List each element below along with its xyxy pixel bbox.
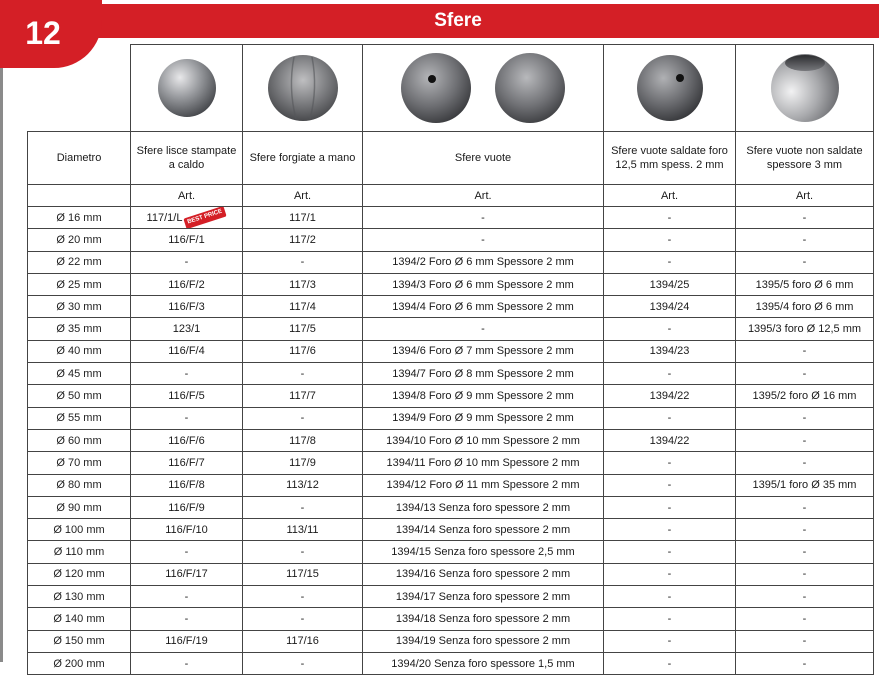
- art-label: Art.: [131, 185, 243, 207]
- table-row: [28, 207, 874, 229]
- welded-article-cell: -: [604, 630, 736, 652]
- unwelded-article-cell: 1395/4 foro Ø 6 mm: [736, 296, 874, 318]
- hollow-sphere-with-hole-icon: [398, 50, 474, 126]
- art-label: Art.: [363, 185, 604, 207]
- forged-article-cell: -: [243, 251, 363, 273]
- image-cell-empty: [28, 45, 131, 132]
- table-row: [28, 318, 874, 340]
- unwelded-article-cell: -: [736, 630, 874, 652]
- unwelded-article-cell: 1395/3 foro Ø 12,5 mm: [736, 318, 874, 340]
- hollow-article-cell: 1394/2 Foro Ø 6 mm Spessore 2 mm: [363, 251, 604, 273]
- hollow-article-cell: 1394/3 Foro Ø 6 mm Spessore 2 mm: [363, 273, 604, 295]
- art-label: Art.: [243, 185, 363, 207]
- forged-article-cell: -: [243, 363, 363, 385]
- table-row: [28, 519, 874, 541]
- header-hollow-spheres: Sfere vuote: [363, 132, 604, 185]
- forged-article-cell: -: [243, 608, 363, 630]
- unwelded-article-cell: -: [736, 229, 874, 251]
- table-row: [28, 363, 874, 385]
- welded-article-cell: -: [604, 652, 736, 674]
- unwelded-article-cell: -: [736, 586, 874, 608]
- forged-article-cell: 117/3: [243, 273, 363, 295]
- forged-article-cell: 117/5: [243, 318, 363, 340]
- forged-article-cell: 117/16: [243, 630, 363, 652]
- unwelded-article-cell: 1395/5 foro Ø 6 mm: [736, 273, 874, 295]
- smooth-article-cell: 116/F/9: [131, 496, 243, 518]
- hollow-article-cell: 1394/20 Senza foro spessore 1,5 mm: [363, 652, 604, 674]
- forged-article-cell: 113/11: [243, 519, 363, 541]
- table-row: [28, 251, 874, 273]
- table-row: [28, 229, 874, 251]
- header-welded-hollow-spheres: Sfere vuote saldate foro 12,5 mm spess. 2 mm: [604, 132, 736, 185]
- diameter-cell: Ø 130 mm: [28, 586, 131, 608]
- forged-article-cell: 117/15: [243, 563, 363, 585]
- hollow-article-cell: -: [363, 318, 604, 340]
- forged-article-cell: 117/1: [243, 207, 363, 229]
- spheres-table: [27, 44, 874, 675]
- forged-article-cell: -: [243, 496, 363, 518]
- hollow-article-cell: -: [363, 229, 604, 251]
- welded-article-cell: -: [604, 563, 736, 585]
- hollow-article-cell: 1394/7 Foro Ø 8 mm Spessore 2 mm: [363, 363, 604, 385]
- table-row: [28, 429, 874, 451]
- art-row: [28, 185, 874, 207]
- hollow-article-cell: 1394/9 Foro Ø 9 mm Spessore 2 mm: [363, 407, 604, 429]
- unwelded-article-cell: 1395/2 foro Ø 16 mm: [736, 385, 874, 407]
- hollow-article-cell: 1394/13 Senza foro spessore 2 mm: [363, 496, 604, 518]
- diameter-cell: Ø 120 mm: [28, 563, 131, 585]
- hollow-article-cell: 1394/14 Senza foro spessore 2 mm: [363, 519, 604, 541]
- smooth-article-cell: 116/F/19: [131, 630, 243, 652]
- welded-article-cell: -: [604, 407, 736, 429]
- diameter-cell: Ø 45 mm: [28, 363, 131, 385]
- table-row: [28, 652, 874, 674]
- unwelded-article-cell: -: [736, 563, 874, 585]
- hollow-article-cell: 1394/4 Foro Ø 6 mm Spessore 2 mm: [363, 296, 604, 318]
- table-row: [28, 385, 874, 407]
- welded-article-cell: -: [604, 496, 736, 518]
- diameter-cell: Ø 40 mm: [28, 340, 131, 362]
- unwelded-article-cell: -: [736, 452, 874, 474]
- hollow-sphere-icon: [492, 50, 568, 126]
- welded-article-cell: 1394/22: [604, 385, 736, 407]
- smooth-article-cell: 116/F/10: [131, 519, 243, 541]
- unwelded-article-cell: -: [736, 652, 874, 674]
- welded-hollow-sphere-icon: [634, 52, 706, 124]
- forged-article-cell: 113/12: [243, 474, 363, 496]
- welded-article-cell: -: [604, 586, 736, 608]
- diameter-cell: Ø 200 mm: [28, 652, 131, 674]
- welded-article-cell: -: [604, 519, 736, 541]
- unwelded-article-cell: -: [736, 541, 874, 563]
- welded-article-cell: -: [604, 251, 736, 273]
- forged-article-cell: -: [243, 407, 363, 429]
- table-row: [28, 496, 874, 518]
- smooth-article-cell: 116/F/7: [131, 452, 243, 474]
- welded-article-cell: 1394/25: [604, 273, 736, 295]
- smooth-article-cell: -: [131, 652, 243, 674]
- table-row: [28, 407, 874, 429]
- smooth-article-cell: -: [131, 363, 243, 385]
- table-row: [28, 296, 874, 318]
- hollow-article-cell: 1394/19 Senza foro spessore 2 mm: [363, 630, 604, 652]
- table-row: [28, 608, 874, 630]
- smooth-article-cell: 116/F/17: [131, 563, 243, 585]
- forged-article-cell: 117/2: [243, 229, 363, 251]
- unwelded-hollow-sphere-icon: [768, 51, 842, 125]
- smooth-article-cell: 123/1: [131, 318, 243, 340]
- left-margin-rule: [0, 0, 3, 662]
- welded-article-cell: -: [604, 363, 736, 385]
- diameter-cell: Ø 25 mm: [28, 273, 131, 295]
- smooth-article-cell: 116/F/5: [131, 385, 243, 407]
- diameter-cell: Ø 110 mm: [28, 541, 131, 563]
- hollow-article-cell: 1394/12 Foro Ø 11 mm Spessore 2 mm: [363, 474, 604, 496]
- smooth-article-code: 117/1/L: [146, 211, 183, 224]
- diameter-cell: Ø 60 mm: [28, 429, 131, 451]
- unwelded-article-cell: -: [736, 363, 874, 385]
- diameter-cell: Ø 100 mm: [28, 519, 131, 541]
- smooth-article-cell: -: [131, 407, 243, 429]
- image-row: [28, 45, 874, 132]
- welded-article-cell: -: [604, 318, 736, 340]
- unwelded-article-cell: -: [736, 407, 874, 429]
- table-row: [28, 273, 874, 295]
- hollow-article-cell: 1394/15 Senza foro spessore 2,5 mm: [363, 541, 604, 563]
- welded-article-cell: 1394/22: [604, 429, 736, 451]
- header-unwelded-hollow-spheres: Sfere vuote non saldate spessore 3 mm: [736, 132, 874, 185]
- forged-article-cell: 117/6: [243, 340, 363, 362]
- diameter-cell: Ø 55 mm: [28, 407, 131, 429]
- hollow-article-cell: 1394/6 Foro Ø 7 mm Spessore 2 mm: [363, 340, 604, 362]
- unwelded-article-cell: -: [736, 496, 874, 518]
- diameter-cell: Ø 16 mm: [28, 207, 131, 229]
- welded-article-cell: 1394/23: [604, 340, 736, 362]
- smooth-article-cell: 116/F/1: [131, 229, 243, 251]
- art-label: Art.: [604, 185, 736, 207]
- image-cell-smooth: [131, 45, 243, 132]
- header-row: [28, 132, 874, 185]
- table-row: [28, 452, 874, 474]
- table-row: [28, 563, 874, 585]
- image-cell-hollow: [363, 45, 604, 132]
- hollow-article-cell: 1394/10 Foro Ø 10 mm Spessore 2 mm: [363, 429, 604, 451]
- diameter-cell: Ø 22 mm: [28, 251, 131, 273]
- hollow-article-cell: 1394/18 Senza foro spessore 2 mm: [363, 608, 604, 630]
- hollow-article-cell: 1394/16 Senza foro spessore 2 mm: [363, 563, 604, 585]
- forged-sphere-icon: [266, 51, 340, 125]
- table-row: [28, 630, 874, 652]
- table-row: [28, 541, 874, 563]
- smooth-article-cell: [131, 207, 243, 229]
- header-smooth-spheres: Sfere lisce stampate a caldo: [131, 132, 243, 185]
- smooth-sphere-icon: [156, 57, 218, 119]
- hollow-article-cell: -: [363, 207, 604, 229]
- page-number: 12: [25, 15, 61, 51]
- diameter-cell: Ø 35 mm: [28, 318, 131, 340]
- smooth-article-cell: 116/F/6: [131, 429, 243, 451]
- smooth-article-cell: -: [131, 608, 243, 630]
- forged-article-cell: -: [243, 541, 363, 563]
- table-row: [28, 340, 874, 362]
- page-title: Sfere: [434, 10, 482, 31]
- smooth-article-cell: -: [131, 541, 243, 563]
- best-price-badge: BEST PRICE: [184, 207, 227, 229]
- unwelded-article-cell: -: [736, 340, 874, 362]
- art-cell-empty: [28, 185, 131, 207]
- hollow-article-cell: 1394/8 Foro Ø 9 mm Spessore 2 mm: [363, 385, 604, 407]
- forged-article-cell: 117/4: [243, 296, 363, 318]
- welded-article-cell: 1394/24: [604, 296, 736, 318]
- table-row: [28, 474, 874, 496]
- diameter-cell: Ø 20 mm: [28, 229, 131, 251]
- welded-article-cell: -: [604, 452, 736, 474]
- image-cell-welded: [604, 45, 736, 132]
- smooth-article-cell: 116/F/8: [131, 474, 243, 496]
- unwelded-article-cell: -: [736, 429, 874, 451]
- forged-article-cell: 117/9: [243, 452, 363, 474]
- diameter-cell: Ø 80 mm: [28, 474, 131, 496]
- welded-article-cell: -: [604, 207, 736, 229]
- header-forged-spheres: Sfere forgiate a mano: [243, 132, 363, 185]
- welded-article-cell: -: [604, 474, 736, 496]
- forged-article-cell: -: [243, 586, 363, 608]
- unwelded-article-cell: -: [736, 519, 874, 541]
- forged-article-cell: 117/8: [243, 429, 363, 451]
- forged-article-cell: -: [243, 652, 363, 674]
- diameter-cell: Ø 30 mm: [28, 296, 131, 318]
- header-diametro: Diametro: [28, 132, 131, 185]
- image-cell-unwelded: [736, 45, 874, 132]
- smooth-article-cell: -: [131, 586, 243, 608]
- unwelded-article-cell: -: [736, 251, 874, 273]
- hollow-article-cell: 1394/11 Foro Ø 10 mm Spessore 2 mm: [363, 452, 604, 474]
- smooth-article-cell: -: [131, 251, 243, 273]
- art-label: Art.: [736, 185, 874, 207]
- image-cell-forged: [243, 45, 363, 132]
- unwelded-article-cell: -: [736, 207, 874, 229]
- unwelded-article-cell: -: [736, 608, 874, 630]
- diameter-cell: Ø 140 mm: [28, 608, 131, 630]
- diameter-cell: Ø 90 mm: [28, 496, 131, 518]
- hollow-article-cell: 1394/17 Senza foro spessore 2 mm: [363, 586, 604, 608]
- welded-article-cell: -: [604, 229, 736, 251]
- welded-article-cell: -: [604, 541, 736, 563]
- diameter-cell: Ø 150 mm: [28, 630, 131, 652]
- diameter-cell: Ø 50 mm: [28, 385, 131, 407]
- unwelded-article-cell: 1395/1 foro Ø 35 mm: [736, 474, 874, 496]
- forged-article-cell: 117/7: [243, 385, 363, 407]
- smooth-article-cell: 116/F/4: [131, 340, 243, 362]
- diameter-cell: Ø 70 mm: [28, 452, 131, 474]
- table-row: [28, 586, 874, 608]
- smooth-article-cell: 116/F/2: [131, 273, 243, 295]
- smooth-article-cell: 116/F/3: [131, 296, 243, 318]
- welded-article-cell: -: [604, 608, 736, 630]
